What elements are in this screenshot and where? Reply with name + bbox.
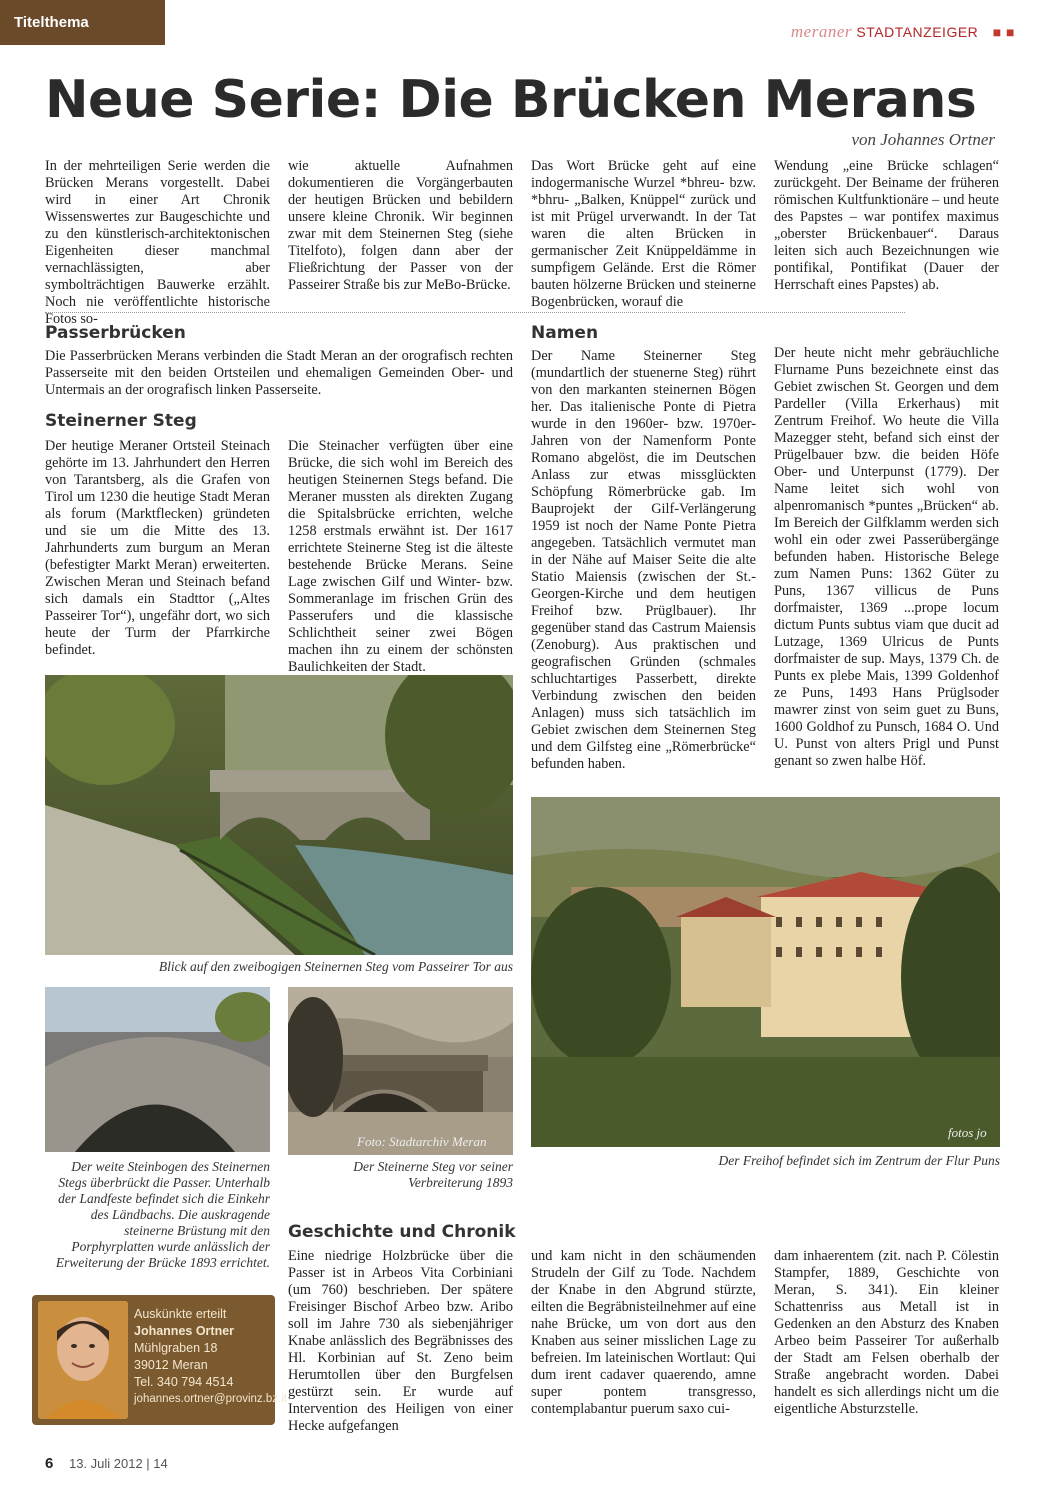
- caption-main-photo: Blick auf den zweibogigen Steinernen Steg vom Passeirer Tor aus: [158, 959, 513, 974]
- masthead-meraner: meraner: [790, 22, 853, 41]
- geschichte-column-2: und kam nicht in den schäumenden Strudeln der Gilf zu Tode. Nachdem der Knabe in den Abgrund stürzte, eilten die Begräbnisteilnehmer auf eine nahe Brücke, um von dort aus den Knaben aus seiner misslichen Lage zu befreien. Im lateinischen Wortlaut: Qui dum irent cadaver quaerendo, amne super pontem transgresso, contemplabantur puerum saxo cui-: [531, 1248, 756, 1417]
- contact-name: Johannes Ortner: [134, 1324, 235, 1338]
- heading-passerbruecken: Passerbrücken: [45, 323, 186, 343]
- intro-column-1: In der mehrteiligen Serie werden die Brücken Merans vorgestellt. Dabei wird in einer Art Chronik Wissenswertes zur Baugeschichte und zu den künstlerisch-architektonischen Eigenheiten dieser manchmal vernachlässigten, aber symbolträchtigen Bauwerke erzählt. Noch nie veröffentlichte historische Fotos so-: [45, 158, 270, 327]
- contact-street: Mühlgraben 18: [134, 1341, 218, 1355]
- steg-column-1: Der heutige Meraner Ortsteil Steinach gehörte im 13. Jahrhundert den Herren von Tarantsberg, als die Grafen von Tirol um 1230 die heutige Stadt Meran als forum (Marktflecken) gründeten und sie um die Mitte des 13. Jahrhunderts zum burgum an Meran (befestigter Markt Meran) erweiterten. Zwischen Meran und Steinach befand sich damals ein Stadttor („Altes Passeirer Tor“), ungefähr dort, wo sich heute der Turm der Pfarrkirche befindet.: [45, 438, 270, 658]
- contact-city: 39012 Meran: [134, 1358, 208, 1372]
- namen-column-1: Der Name Steinerner Steg (mundartlich der stuenerne Steg) rührt von den markanten steinernen Bögen her. Das italienische Ponte di Pietra wurde in den 1960er- bzw. 1970er-Jahren von der Namenform Ponte Romano abgelöst, die im Deutschen Anlass zur etwas missglückten Schöpfung Römerbrücke gab. Im Bauprojekt der Gilf-Verlängerung 1959 ist noch der Name Ponte Pietra angegeben. Tatsächlich vermutet man in der Nähe auf Maiser Seite die alte Statio Maiensis (zwischen der St.-Georgen-Kirche und dem heutigen Freihof bzw. Prüglbauer). Ihr gegenüber stand das Castrum Maiensis (Zenoburg). Aus praktischen und geografischen Gründen (schmales schluchtartiges Passerbett, direkte Verbindung zwischen den beiden Anlagen) muss sich tatsächlich im Gebiet zwischen dem Steinernen Steg und dem Gilfsteg eine „Römerbrücke“ befunden haben.: [531, 348, 756, 772]
- article-title: Neue Serie: Die Brücken Merans: [45, 70, 977, 130]
- page-number: 6: [45, 1455, 54, 1472]
- geschichte-column-3: dam inhaerentem (zit. nach P. Cölestin Stampfer, 1889, Geschichte von Meran, S. 341). Ein kleiner Schattenriss aus Metall ist in Gedenken an den Absturz des Knaben Arbeo beim Passeirer Tor außerhalb der Stadt am Felsen oberhalb der Straße angebracht worden. Dabei handelt es sich allerdings nicht um die eigentliche Absturzstelle.: [774, 1248, 999, 1417]
- caption-historisch: Der Steinerne Steg vor seiner Verbreiterung 1893: [353, 1159, 513, 1190]
- issue-date: 13. Juli 2012 | 14: [68, 1456, 168, 1471]
- contact-line1: Auskünkte erteilt: [134, 1307, 227, 1321]
- caption-steinbogen: Der weite Steinbogen des Steinernen Stegs überbrückt die Passer. Unterhalb der Landfeste befindet sich die Einkehr des Ländbachs. Die auskragende steinerne Brüstung mit den Porphyrplatten wurde anlässlich der Erweiterung der Brücke 1893 errichtet.: [55, 1159, 270, 1270]
- section-tag: Titelthema: [0, 0, 165, 45]
- caption-freihof: Der Freihof befindet sich im Zentrum der Flur Puns: [718, 1153, 1000, 1168]
- heading-namen: Namen: [531, 323, 599, 343]
- intro-column-3: Das Wort Brücke geht auf eine indogermanische Wurzel *bhreu- bzw. *bhru- „Balken, Knüppel“ zurück und ist mit Prügel urverwandt. In der Tat waren die alten Brücken in germanischer Zeit Knüppeldämme in sumpfigem Gelände. Erst die Römer bauten hölzerne Brücken und steinerne Bogenbrücken, worauf die: [531, 158, 756, 310]
- credit-stadtarchiv: Foto: Stadtarchiv Meran: [357, 1134, 487, 1149]
- masthead-stadtanzeiger: STADTANZEIGER: [856, 24, 979, 40]
- steg-column-2: Die Steinacher verfügten über eine Brücke, die sich wohl im Bereich des heutigen Steinernen Stegs befand. Die Meraner mussten als direkten Zugang die Spitalsbrücke errichten, welche 1258 erstmals erwähnt ist. Der 1617 errichtete Steinerne Steg ist die älteste bestehende Brücke Merans. Seine Lage zwischen Gilf und Winter- bzw. Sommeranlage im frischen Grün des Passerufers und die klassische Schlichtheit seiner zwei Bögen machen ihn zu einem der schönsten Baulichkeiten der Stadt.: [288, 438, 513, 675]
- namen-column-2: Der heute nicht mehr gebräuchliche Flurname Puns bezeichnete einst das Gebiet zwischen St. Georgen und dem Pardeller (Villa Erkerhaus) mit Zentrum Freihof. Wo heute die Villa Mazegger steht, befand sich einst der Prügelbauer bzw. die beiden Höfe Ober- und Unterpunst (1779). Der Name leitet sich wohl von alpenromanisch *puntes „Brücken“ ab. Im Bereich der Gilfklamm werden sich wohl ein oder zwei Passerübergänge befunden haben. Historische Belege zum Namen Puns: 1362 Güter zu Puns, 1367 villicus de Puns dorfmaister, 1369 ...prope locum dictum Punts subtus viam que ducit ad Lutzage, 1369 Ulricus de Punts dorfmaister de sup. Mays, 1379 Ch. de Punts ex plebe Mais, 1399 Goldenhof ze Puns, 1493 Hans Prüglsoder mawrer zinst von seim guet zu Buns, 1600 Goldhof zu Punsch, 1684 O. Und U. Punst von alters Prigl und Punst genant so zwen halbe Höf.: [774, 345, 999, 769]
- byline: von Johannes Ortner: [851, 130, 995, 149]
- heading-steinerner-steg: Steinerner Steg: [45, 411, 197, 431]
- author-portrait: [38, 1301, 128, 1419]
- contact-phone: Tel. 340 794 4514: [134, 1375, 234, 1389]
- heading-geschichte: Geschichte und Chronik: [288, 1222, 516, 1242]
- photo-steinerner-steg: [45, 675, 513, 955]
- photo-freihof: [531, 797, 1000, 1147]
- intro-column-2: wie aktuelle Aufnahmen dokumentieren die Vorgängerbauten der heutigen Brücken und bebildern unsere kleine Chronik. Wir beginnen zwar mit dem Steinernen Steg (siehe Titelfoto), folgen dann aber der Fließrichtung der Passer von der Passeirer Straße bis zur MeBo-Brücke.: [288, 158, 513, 293]
- photo-steinbogen: [45, 987, 270, 1152]
- contact-email[interactable]: johannes.ortner@provinz.bz.it: [134, 1393, 287, 1405]
- footer: [45, 1455, 168, 1472]
- masthead: [791, 22, 1015, 42]
- photo-historisch-1893: [288, 987, 513, 1155]
- credit-fotos-jo: fotos jo: [948, 1125, 987, 1140]
- passer-text: Die Passerbrücken Merans verbinden die Stadt Meran an der orografisch rechten Passerseite mit den beiden Ortsteilen und ehemaligen Gemeinden Ober- und Untermais an der orografisch linken Passerseite.: [45, 348, 513, 398]
- divider: [45, 312, 905, 313]
- geschichte-column-1: Eine niedrige Holzbrücke über die Passer ist in Arbeos Vita Corbiniani (um 760) beschrieben. Der spätere Freisinger Bischof Arbeo bzw. Aribo soll im Jahre 730 als siebenjähriger Knabe anlässlich des Begräbnisses des Hl. Korbinian auf St. Zeno beim Herumtollen über den Burgfelsen gestürzt sein. Er wurde auf Intervention des Heiligen von einer Hecke aufgefangen: [288, 1248, 513, 1434]
- masthead-dots: ■ ■: [992, 24, 1015, 40]
- intro-column-4: Wendung „eine Brücke schlagen“ zurückgeht. Der Beiname der früheren römischen Kultfunktionäre – und heute des Papstes – war pontifex maximus „oberster Brückenbauer“. Daraus leiten sich auch Bezeichnungen wie pontifikal, Pontifikat (Dauer der Herrschaft eines Papstes) ab.: [774, 158, 999, 293]
- contact-text: [134, 1306, 287, 1408]
